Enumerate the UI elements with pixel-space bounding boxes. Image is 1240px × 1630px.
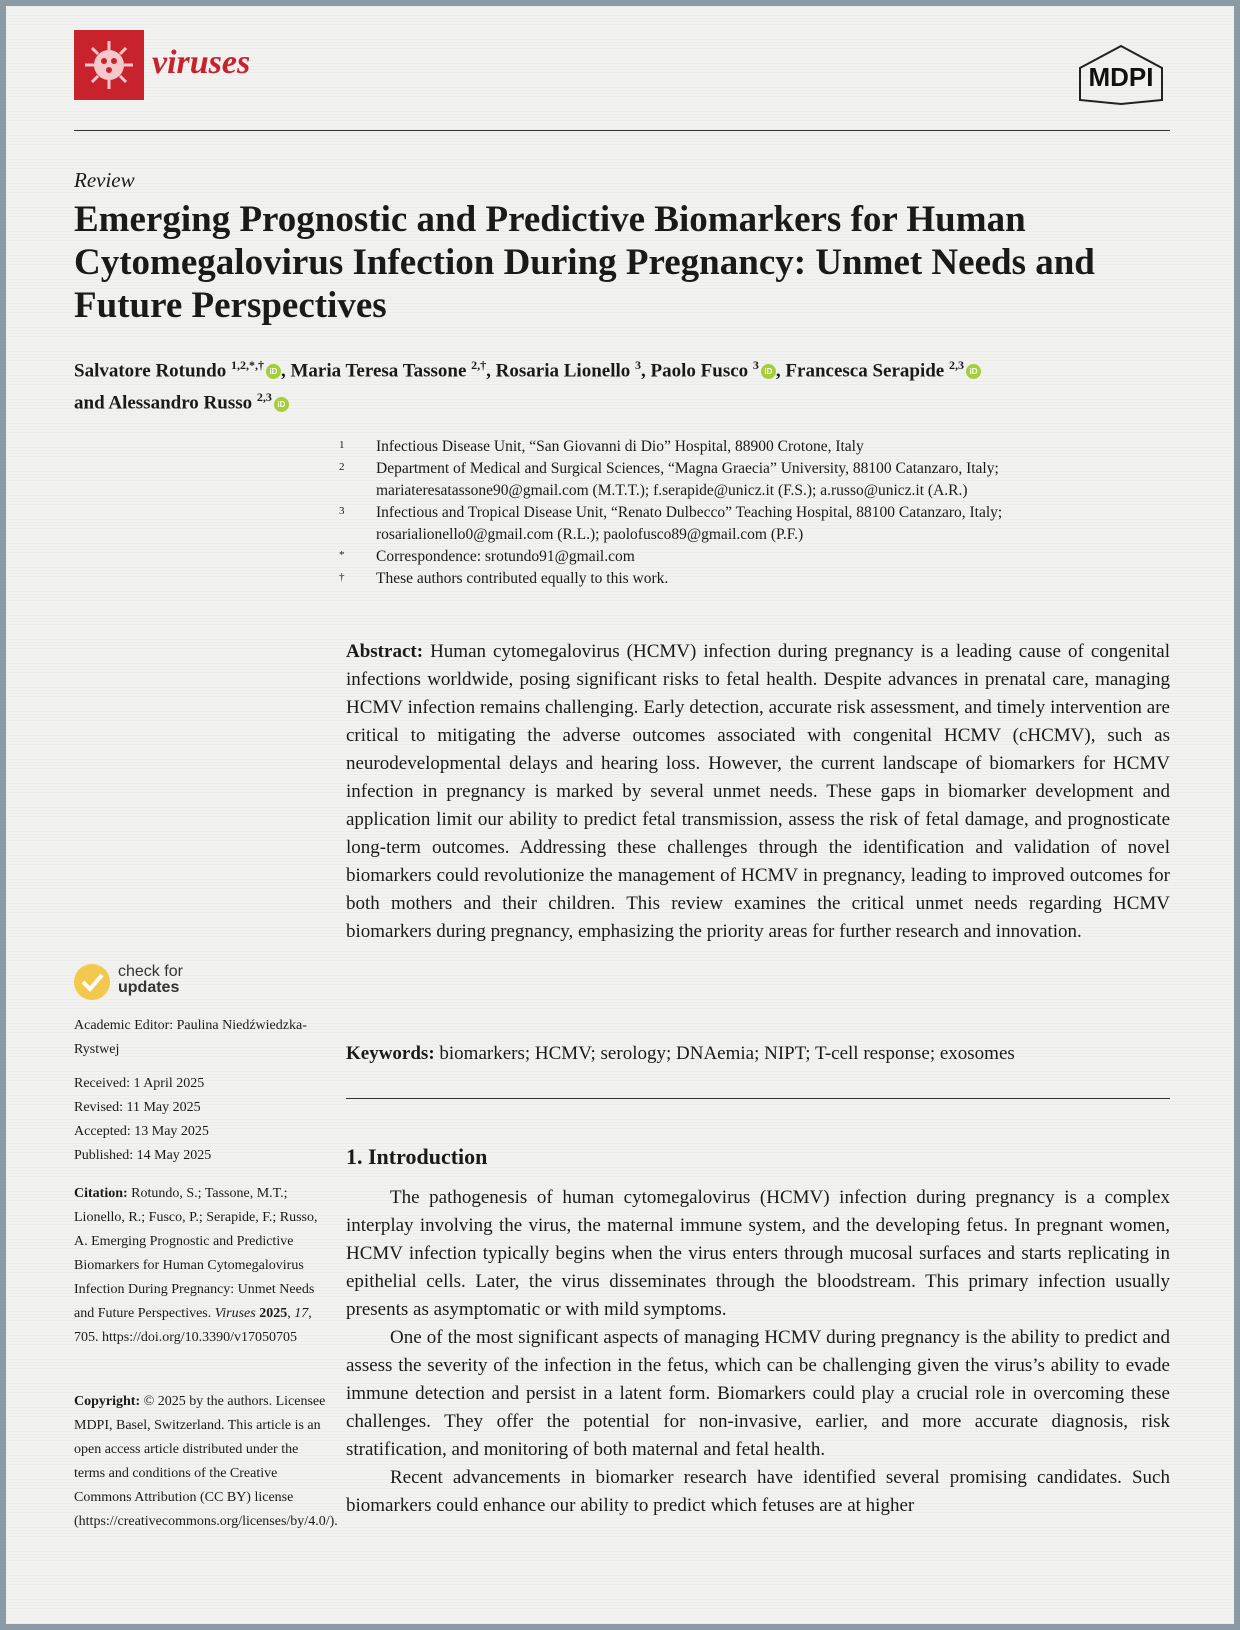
affiliation-item — [339, 458, 1176, 502]
copyright — [74, 1390, 338, 1534]
revised-date: Revised: 11 May 2025 — [74, 1100, 201, 1115]
section-divider — [346, 1098, 1170, 1099]
orcid-icon[interactable]: iD — [966, 364, 981, 379]
dates — [74, 1072, 326, 1168]
keywords-label: Keywords: — [346, 1043, 435, 1064]
article-title: Emerging Prognostic and Predictive Biomarkers for Human Cytomegalovirus Infection During Pregnancy: Unmet Needs and Future Perspectives — [74, 199, 1095, 326]
copyright-text: © 2025 by the authors. Licensee MDPI, Basel, Switzerland. This article is an open access article distributed under the terms and conditions of the Creative Commons Attribution (CC BY) license (https://creativecommons.org/licenses/by/4.0/). — [74, 1394, 338, 1529]
citation-label: Citation: — [74, 1186, 128, 1201]
page — [6, 6, 1234, 1624]
keywords — [346, 1040, 1170, 1068]
check-updates-line2: updates — [118, 979, 180, 996]
introduction-body — [346, 1184, 1170, 1520]
affiliation-mark: 1 — [339, 439, 345, 451]
mdpi-label: MDPI — [1088, 62, 1154, 92]
author-name[interactable]: Rosaria Lionello — [495, 360, 631, 382]
affiliation-mark: 3 — [339, 505, 345, 517]
abstract — [346, 638, 1170, 946]
affiliation-item — [339, 502, 1176, 546]
affiliation-mark: * — [339, 549, 345, 561]
section-heading: 1. Introduction — [346, 1144, 488, 1169]
intro-paragraph: Recent advancements in biomarker research have identified several promising candidates. Such biomarkers could enhance our ability to predict which fetuses are at higher — [346, 1467, 1170, 1516]
article-type: Review — [74, 168, 135, 192]
affiliation-mark: 2 — [339, 461, 345, 473]
citation-volume: 17 — [294, 1306, 309, 1321]
intro-paragraph: The pathogenesis of human cytomegalovirus (HCMV) infection during pregnancy is a complex interplay involving the virus, the maternal immune system, and the developing fetus. In pregnant women, HCMV infection typically begins when the virus enters through mucosal surfaces and starts replicating in epithelial cells. Later, the virus disseminates through the bloodstream. This primary infection usually presents as asymptomatic or with mild symptoms. — [346, 1187, 1170, 1320]
author-affiliation-sup: 1,2,*,† — [230, 358, 264, 372]
citation-text: Rotundo, S.; Tassone, M.T.; Lionello, R.; Fusco, P.; Serapide, F.; Russo, A. Emerging Prognostic and Predictive Biomarkers for Human Cytomegalovirus Infection During Pregnancy: Unmet Needs and Future Perspectives. — [74, 1186, 318, 1321]
author-affiliation-sup: 3 — [635, 358, 642, 372]
affiliation-line: mariateresatassone90@gmail.com (M.T.T.); f.serapide@unicz.it (F.S.); a.russo@unicz.it (A.R.) — [376, 482, 968, 499]
affiliation-line: rosarialionello0@gmail.com (R.L.); paolofusco89@gmail.com (P.F.) — [376, 526, 804, 543]
author-affiliation-sup: 3 — [752, 358, 759, 372]
author-list — [74, 352, 1174, 417]
affiliation-item — [339, 568, 1176, 590]
author-name[interactable]: Francesca Serapide — [785, 360, 945, 382]
citation-journal: Viruses — [214, 1306, 256, 1321]
citation: Citation: Rotundo, S.; Tassone, M.T.; Lionello, R.; Fusco, P.; Serapide, F.; Russo, A. Emerging Prognostic and Predictive Biomarkers for Human Cytomegalovirus Infection During Pregnancy: Unmet Needs and Future Perspectives. Viruses 2025, 17, 705. https://doi.org/10.3390/v17050705 — [74, 1186, 318, 1345]
author-name[interactable]: Alessandro Russo — [108, 392, 253, 414]
authors-line-1: Salvatore Rotundo $^{1,2,*,\dagger}$ iD , Maria Teresa Tassone $^{2,\dagger}$, Rosaria Lionello $^3$, Paolo Fusco $^3$ iD , Francesca Serapide $^{2,3}$ iD — [74, 352, 1174, 384]
received-date: Received: 1 April 2025 — [74, 1076, 205, 1091]
header-divider — [74, 130, 1170, 131]
author-name[interactable]: Maria Teresa Tassone — [290, 360, 467, 382]
orcid-icon[interactable]: iD — [274, 397, 289, 412]
authors-line-2 — [74, 384, 1174, 416]
citation-year: 2025 — [259, 1306, 288, 1321]
mdpi-logo-icon[interactable] — [1076, 44, 1166, 106]
orcid-icon[interactable]: iD — [266, 364, 281, 379]
check-updates-icon[interactable] — [74, 964, 110, 1000]
author-affiliation-sup: 2,† — [471, 358, 487, 372]
keywords-text: biomarkers; HCMV; serology; DNAemia; NIPT; T-cell response; exosomes — [439, 1043, 1015, 1064]
check-updates-line1: check for — [118, 963, 183, 980]
published-date: Published: 14 May 2025 — [74, 1148, 212, 1163]
author-affiliation-sup: 2,3 — [256, 390, 272, 405]
check-updates-link[interactable] — [118, 964, 183, 996]
accepted-date: Accepted: 13 May 2025 — [74, 1124, 209, 1139]
journal-name[interactable]: viruses — [152, 44, 251, 81]
abstract-label: Abstract: — [346, 641, 424, 662]
authors-and: and — [74, 392, 109, 414]
affiliation-mark: † — [339, 571, 345, 583]
affiliation-line: Infectious Disease Unit, “San Giovanni di Dio” Hospital, 88900 Crotone, Italy — [376, 438, 864, 455]
orcid-icon[interactable]: iD — [761, 364, 776, 379]
abstract-text: Human cytomegalovirus (HCMV) infection during pregnancy is a leading cause of congenital infections worldwide, posing significant risks to fetal health. Despite advances in prenatal care, managing HCMV infection remains challenging. Early detection, accurate risk assessment, and timely intervention are critical to mitigating the adverse outcomes associated with congenital HCMV (cHCMV), such as neurodevelopmental delays and hearing loss. However, the current landscape of biomarkers for HCMV infection in pregnancy is marked by several unmet needs. These gaps in biomarker development and application limit our ability to predict fetal transmission, assess the risk of fetal damage, and prognosticate long-term outcomes. Addressing these challenges through the identification and validation of novel biomarkers could revolutionize the management of HCMV in pregnancy, leading to improved outcomes for both mothers and their children. This review examines the critical unmet needs regarding HCMV biomarkers during pregnancy, emphasizing the priority areas for further research and innovation. — [346, 641, 1171, 942]
affiliation-line: Correspondence: srotundo91@gmail.com — [376, 548, 635, 565]
intro-paragraph: One of the most significant aspects of managing HCMV during pregnancy is the ability to predict and assess the severity of the infection in the fetus, which can be challenging given the virus’s ability to evade immune detection and persist in a latent form. Biomarkers could play a crucial role in overcoming these challenges. They offer the potential for non-invasive, earlier, and more accurate diagnosis, risk stratification, and monitoring of both maternal and fetal health. — [346, 1327, 1170, 1460]
affiliation-line: Infectious and Tropical Disease Unit, “Renato Dulbecco” Teaching Hospital, 88100 Catanzaro, Italy; — [376, 504, 1003, 521]
author-name[interactable]: Salvatore Rotundo — [74, 360, 227, 382]
viruses-logo-icon[interactable] — [74, 30, 144, 100]
author-affiliation-sup: 2,3 — [948, 358, 964, 372]
academic-editor: Academic Editor: Paulina Niedźwiedzka-Rystwej — [74, 1018, 307, 1057]
citation-doi[interactable]: , 705. https://doi.org/10.3390/v17050705 — [74, 1306, 312, 1345]
copyright-label: Copyright: — [74, 1394, 141, 1409]
author-name[interactable]: Paolo Fusco — [650, 360, 749, 382]
affiliation-item — [339, 436, 1176, 458]
affiliation-line: Department of Medical and Surgical Sciences, “Magna Graecia” University, 88100 Catanzaro, Italy; — [376, 460, 999, 477]
affiliation-line: These authors contributed equally to this work. — [376, 570, 669, 587]
affiliation-item — [339, 546, 1176, 568]
